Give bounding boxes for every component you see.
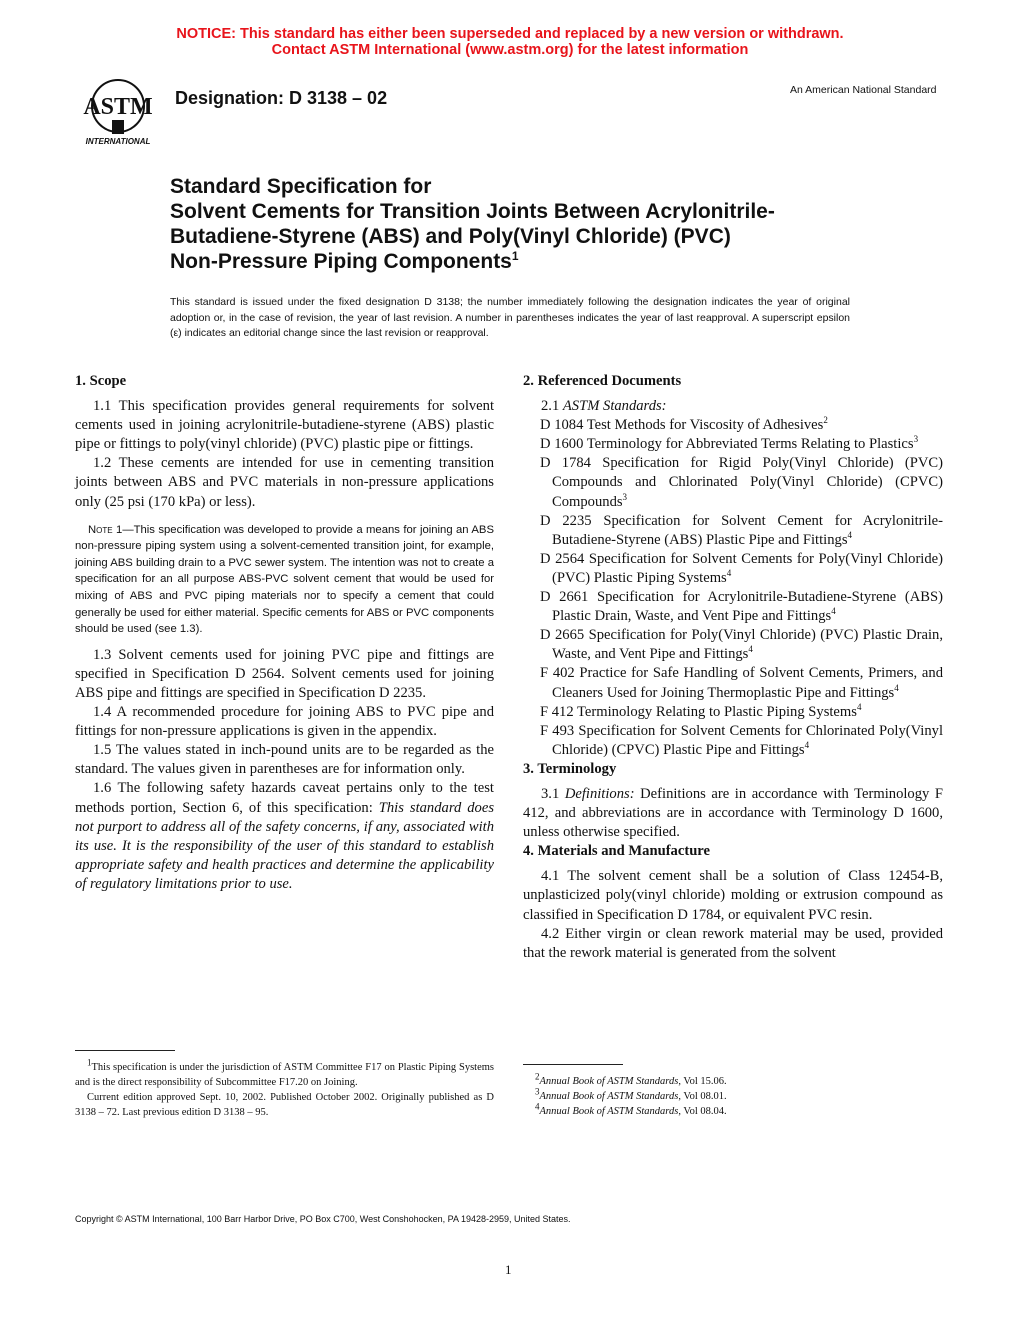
paragraph: 1.3 Solvent cements used for joining PVC pipe and fittings are specified in Specification D 2564. Solvent cements used for joining ABS pipe and fittings are specified in Specification D 2235. — [75, 646, 494, 701]
book-title: Annual Book of ASTM Standards — [539, 1106, 679, 1117]
footnote-number: 4 — [535, 1101, 540, 1112]
reference-text: D 1600 Terminology for Abbreviated Terms Relating to Plastics — [540, 436, 914, 453]
page-number: 1 — [505, 1262, 512, 1277]
reference-text: F 493 Specification for Solvent Cements for Chlorinated Poly(Vinyl Chloride) (CPVC) Plastic Pipe and Fittings — [540, 722, 943, 758]
paragraph: 1.5 The values stated in inch-pound units are to be regarded as the standard. The values given in parentheses are for information only. — [75, 742, 494, 778]
footnote-ref: 4 — [856, 701, 862, 712]
paragraph — [523, 785, 943, 842]
footnotes-right — [523, 1064, 943, 1119]
footnote — [523, 1086, 943, 1104]
footnote-ref: 2 — [823, 415, 828, 426]
reference-list — [523, 416, 943, 760]
paragraph — [75, 779, 494, 894]
right-column — [523, 372, 943, 963]
footnote: Current edition approved Sept. 10, 2002. Published October 2002. Originally published as D 3138 – 72. Last previous edition D 3138 – 95. — [75, 1092, 494, 1118]
section-heading: 3. Terminology — [523, 760, 617, 777]
reference-text: D 2235 Specification for Solvent Cement for Acrylonitrile-Butadiene-Styrene (ABS) Plastic Pipe and Fittings — [540, 512, 943, 548]
paragraph: 1.1 This specification provides general requirements for solvent cements used in joining acrylonitrile-butadiene-styrene (ABS) plastic pipe or fittings to poly(vinyl chloride) (PVC) plastic pipe or fittings. — [75, 398, 494, 453]
footnote-rule — [523, 1064, 623, 1065]
footnotes-left — [75, 1050, 494, 1120]
text: 1.6 The following safety hazards caveat pertains only to the test methods portion, Section 6, of this specification: — [75, 780, 494, 816]
reference-text: F 412 Terminology Relating to Plastic Piping Systems — [540, 703, 857, 720]
reference-text: D 1084 Test Methods for Viscosity of Adhesives — [540, 417, 824, 434]
reference-item — [523, 626, 943, 664]
footnote-ref: 4 — [894, 682, 899, 693]
reference-item — [523, 416, 943, 435]
left-column — [75, 372, 494, 894]
reference-text: D 2564 Specification for Solvent Cements for Poly(Vinyl Chloride) (PVC) Plastic Piping Systems — [540, 550, 943, 586]
text: Definitions are in accordance with Terminology F 412, and abbreviations are in accordance with Terminology D 1600, unless otherwise specified. — [523, 785, 944, 841]
title-line: Standard Specification for — [170, 175, 432, 198]
term-label: Definitions: — [564, 785, 635, 802]
footnote-ref: 3 — [622, 491, 628, 502]
title-line: Solvent Cements for Transition Joints Between Acrylonitrile- — [170, 200, 775, 223]
note — [75, 522, 494, 638]
footnote-ref: 4 — [847, 529, 852, 540]
paragraph: 1.2 These cements are intended for use in cementing transition joints between ABS and PVC materials in non-pressure applications only (25 psi (170 kPa) or less). — [75, 455, 494, 510]
book-title: Annual Book of ASTM Standards — [539, 1076, 679, 1087]
notice-banner — [0, 27, 1020, 58]
reference-item — [523, 550, 943, 588]
reference-text: D 2661 Specification for Acrylonitrile-Butadiene-Styrene (ABS) Plastic Drain, Waste, and Vent Pipe and Fittings — [540, 589, 943, 625]
reference-item — [523, 664, 943, 702]
subheading: ASTM Standards: — [562, 398, 667, 415]
reference-item — [523, 454, 943, 511]
footnote-number: 1 — [87, 1057, 92, 1068]
title-line — [170, 249, 775, 274]
footnote-ref: 3 — [913, 434, 919, 445]
paragraph: 1.4 A recommended procedure for joining ABS to PVC pipe and fittings for non-pressure applications is given in the appendix. — [75, 704, 494, 740]
title-text: Non-Pressure Piping Components — [170, 250, 512, 273]
volume: , Vol 08.01. — [678, 1091, 727, 1102]
american-national-standard: An American National Standard — [790, 84, 937, 96]
reference-text: F 402 Practice for Safe Handling of Solvent Cements, Primers, and Cleaners Used for Joining Thermoplastic Pipe and Fittings — [540, 665, 943, 701]
reference-text: D 2665 Specification for Poly(Vinyl Chloride) (PVC) Plastic Drain, Waste, and Vent Pipe and Fittings — [540, 627, 943, 663]
book-title: Annual Book of ASTM Standards — [539, 1091, 679, 1102]
reference-text: D 1784 Specification for Rigid Poly(Vinyl Chloride) (PVC) Compounds and Chlorinated Poly(Vinyl Chloride) (CPVC) Compounds — [540, 455, 943, 510]
note-label: Note 1 — [88, 523, 123, 536]
notice-line-1: NOTICE: This standard has either been superseded and replaced by a new version or withdrawn. — [176, 26, 844, 42]
footnote-text: This specification is under the jurisdiction of ASTM Committee F17 on Plastic Piping Systems and is the direct responsibility of Subcommittee F17.20 on Joining. — [75, 1062, 494, 1088]
reference-item — [523, 703, 943, 722]
footnote-ref: 1 — [511, 249, 519, 263]
astm-logo — [76, 76, 160, 151]
section-heading: 1. Scope — [75, 373, 127, 389]
reference-item — [523, 435, 943, 454]
issuance-statement: This standard is issued under the fixed designation D 3138; the number immediately following the designation indicates the year of original adoption or, in the case of revision, the year of last revision. A number in parentheses indicates the year of last reapproval. A superscript epsilon (ε) indicates an editorial change since the last revision or reapproval. — [170, 296, 850, 339]
footnote — [523, 1101, 943, 1119]
footnote-ref: 4 — [748, 644, 753, 655]
footnote — [75, 1057, 494, 1090]
reference-item — [523, 722, 943, 760]
volume: , Vol 15.06. — [678, 1076, 727, 1087]
svg-text:ASTM: ASTM — [83, 94, 153, 120]
footnote-rule — [75, 1050, 175, 1051]
footnote — [523, 1071, 943, 1089]
section-heading: 4. Materials and Manufacture — [523, 843, 710, 860]
svg-text:INTERNATIONAL: INTERNATIONAL — [85, 137, 151, 146]
volume: , Vol 08.04. — [678, 1106, 727, 1117]
footnote-ref: 4 — [726, 568, 732, 579]
paragraph: 4.2 Either virgin or clean rework material may be used, provided that the rework material is generated from the solvent — [523, 925, 943, 961]
notice-line-2: Contact ASTM International (www.astm.org) for the latest information — [271, 41, 749, 58]
footnote-ref: 4 — [804, 739, 810, 750]
footnote-number: 3 — [535, 1086, 540, 1097]
section-heading: 2. Referenced Documents — [523, 373, 682, 389]
safety-caveat: This standard does not purport to address all of the safety concerns, if any, associated with its use. It is the responsibility of the user of this standard to establish appropriate safety and health practices and determine the applicability of regulatory limitations prior to use. — [75, 799, 494, 892]
note-text: —This specification was developed to provide a means for joining an ABS non-pressure piping system using a solvent-cemented transition joint, for example, joining ABS building drain to a PVC sewer system. The intention was not to create a specification for an all purpose ABS-PVC solvent cement that would be used for mixing of ABS and PVC piping materials nor to specify a cement that could generally be used for either material. Specific cements for ABS or PVC components should be used (see 1.3). — [75, 523, 494, 636]
footnote-number: 2 — [535, 1071, 540, 1082]
reference-item — [523, 588, 943, 626]
reference-item — [523, 512, 943, 550]
designation: Designation: D 3138 – 02 — [175, 88, 388, 108]
paragraph — [523, 397, 943, 416]
document-title — [170, 174, 775, 274]
text: 3.1 — [541, 785, 565, 802]
footnote-ref: 4 — [831, 606, 836, 617]
paragraph: 4.1 The solvent cement shall be a solution of Class 12454-B, unplasticized poly(vinyl chloride) molding or extrusion compound as classified in Specification D 1784, or equivalent PVC resin. — [523, 868, 943, 923]
copyright: Copyright © ASTM International, 100 Barr Harbor Drive, PO Box C700, West Conshohocken, PA 19428-2959, United States. — [75, 1214, 571, 1224]
title-line: Butadiene-Styrene (ABS) and Poly(Vinyl Chloride) (PVC) — [170, 225, 731, 248]
text: 2.1 — [541, 398, 563, 415]
